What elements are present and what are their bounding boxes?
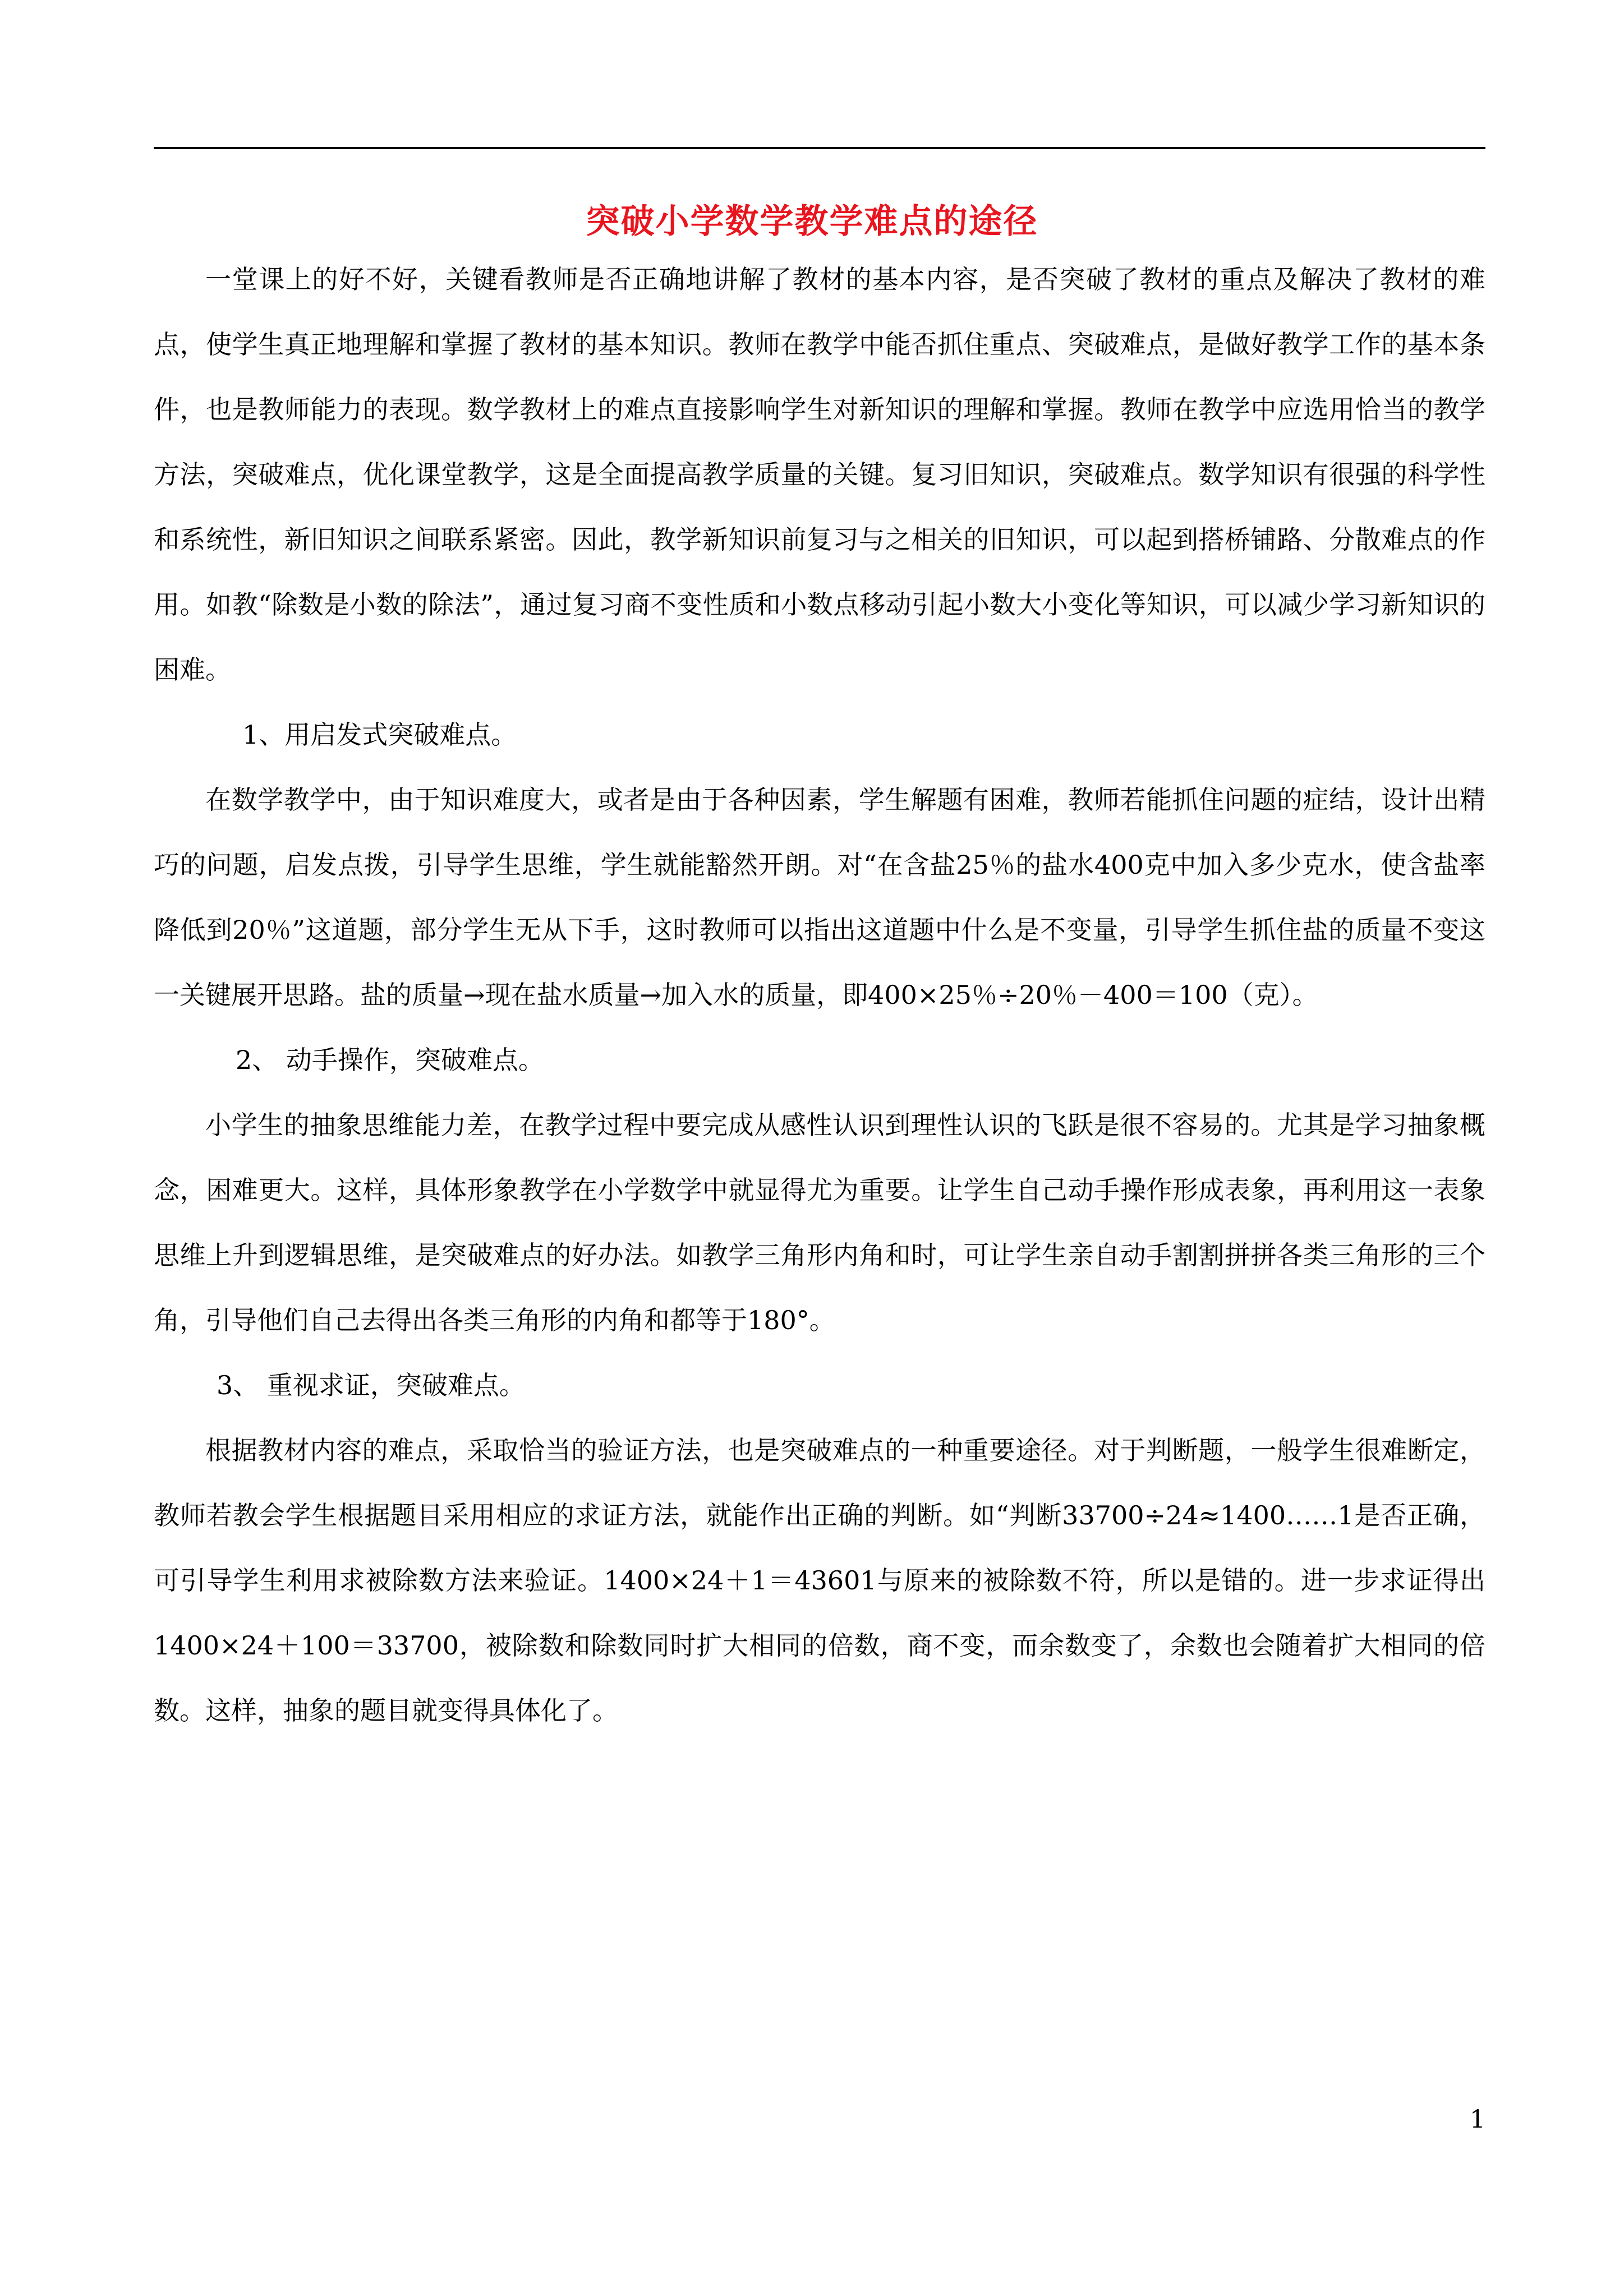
section-2-paragraph: 小学生的抽象思维能力差，在教学过程中要完成从感性认识到理性认识的飞跃是很不容易的。尤其是学习抽象概念，困难更大。这样，具体形象教学在小学数学中就显得尤为重要。让学生自己动手操作形成表象，再利用这一表象思维上升到逻辑思维，是突破难点的好办法。如教学三角形内角和时，可让学生亲自动手割割拼拼各类三角形的三个角，引导他们自己去得出各类三角形的内角和都等于180°。 xyxy=(154,1110,1485,1335)
page-number: 1 xyxy=(1470,2105,1485,2134)
section-heading-1: 1、用启发式突破难点。 xyxy=(242,720,517,750)
section-heading-2: 2、 动手操作，突破难点。 xyxy=(236,1045,544,1075)
document-body xyxy=(154,247,1485,1743)
section-3-paragraph: 根据教材内容的难点，采取恰当的验证方法，也是突破难点的一种重要途径。对于判断题，一般学生很难断定，教师若教会学生根据题目采用相应的求证方法，就能作出正确的判断。如“判断33700÷24≈1400……1是否正确，可引导学生利用求被除数方法来验证。1400×24＋1＝43601与原来的被除数不符，所以是错的。进一步求证得出1400×24＋100＝33700，被除数和除数同时扩大相同的倍数，商不变，而余数变了，余数也会随着扩大相同的倍数。这样，抽象的题目就变得具体化了。 xyxy=(154,1435,1485,1726)
document-title: 突破小学数学教学难点的途径 xyxy=(586,202,1038,242)
header-rule xyxy=(154,147,1485,149)
section-heading-3: 3、 重视求证，突破难点。 xyxy=(217,1370,525,1400)
section-1-paragraph: 在数学教学中，由于知识难度大，或者是由于各种因素，学生解题有困难，教师若能抓住问题的症结，设计出精巧的问题，启发点拨，引导学生思维，学生就能豁然开朗。对“在含盐25％的盐水400克中加入多少克水，使含盐率降低到20％”这道题，部分学生无从下手，这时教师可以指出这道题中什么是不变量，引导学生抓住盐的质量不变这一关键展开思路。盐的质量→现在盐水质量→加入水的质量，即400×25％÷20％－400＝100（克）。 xyxy=(154,785,1485,1010)
intro-paragraph: 一堂课上的好不好，关键看教师是否正确地讲解了教材的基本内容，是否突破了教材的重点及解决了教材的难点，使学生真正地理解和掌握了教材的基本知识。教师在教学中能否抓住重点、突破难点，是做好教学工作的基本条件，也是教师能力的表现。数学教材上的难点直接影响学生对新知识的理解和掌握。教师在教学中应选用恰当的教学方法，突破难点，优化课堂教学，这是全面提高教学质量的关键。复习旧知识，突破难点。数学知识有很强的科学性和系统性，新旧知识之间联系紧密。因此，教学新知识前复习与之相关的旧知识，可以起到搭桥铺路、分散难点的作用。如教“除数是小数的除法”，通过复习商不变性质和小数点移动引起小数大小变化等知识，可以减少学习新知识的困难。 xyxy=(154,264,1485,685)
